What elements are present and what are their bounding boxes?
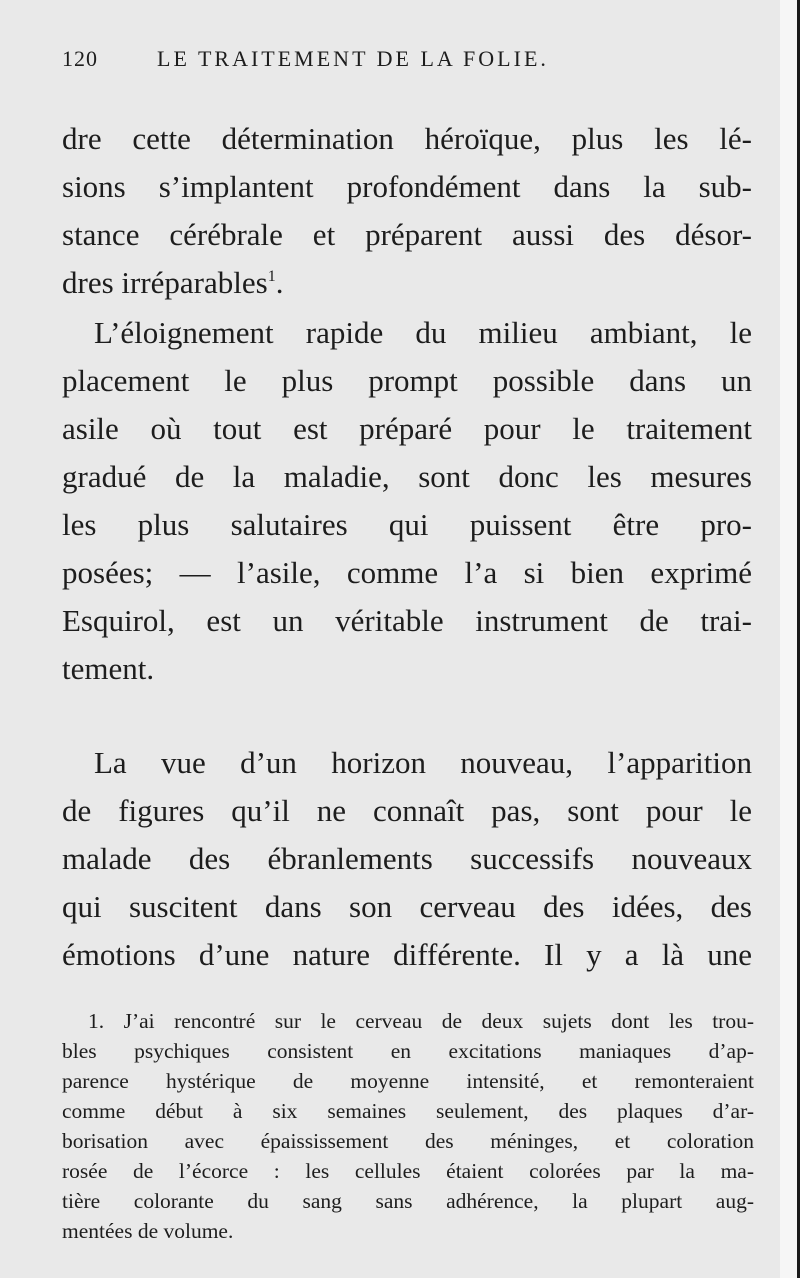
page-number: 120 <box>62 46 98 71</box>
footnote-reference: 1 <box>267 268 276 285</box>
footnote-line: parence hystérique de moyenne intensité, et remonteraient <box>62 1069 754 1093</box>
page-edge <box>780 0 800 1278</box>
text-line: La vue d’un horizon nouveau, l’apparition <box>94 745 752 780</box>
footnote-line: bles psychiques consistent en excitations maniaques d’ap- <box>62 1039 754 1063</box>
text-line: gradué de la maladie, sont donc les mesures <box>62 459 752 494</box>
text-line: malade des ébranlements successifs nouveaux <box>62 841 752 876</box>
text-line: placement le plus prompt possible dans un <box>62 363 752 398</box>
text-line: sions s’implantent profondément dans la sub- <box>62 169 752 204</box>
footnote-line: tière colorante du sang sans adhérence, la plupart aug- <box>62 1189 754 1213</box>
footnote-line: mentées de volume. <box>62 1219 234 1243</box>
text-line-content: dres irréparables <box>62 265 268 300</box>
sentence-end: . <box>275 265 284 300</box>
text-line: émotions d’une nature différente. Il y a là une <box>62 937 752 972</box>
text-line: les plus salutaires qui puissent être pro- <box>62 507 752 542</box>
footnote-line: comme début à six semaines seulement, des plaques d’ar- <box>62 1099 754 1123</box>
footnote-line: borisation avec épaississement des méninges, et coloration <box>62 1129 754 1153</box>
running-title: LE TRAITEMENT DE LA FOLIE. <box>157 46 549 71</box>
footnote-line: 1. J’ai rencontré sur le cerveau de deux sujets dont les trou- <box>88 1009 754 1033</box>
text-line: asile où tout est préparé pour le traitement <box>62 411 752 446</box>
text-line: dre cette détermination héroïque, plus les lé- <box>62 121 752 156</box>
text-line: Esquirol, est un véritable instrument de trai- <box>62 603 752 638</box>
text-line: de figures qu’il ne connaît pas, sont pour le <box>62 793 752 828</box>
text-line: posées; — l’asile, comme l’a si bien exprimé <box>62 555 752 590</box>
text-line: L’éloignement rapide du milieu ambiant, le <box>94 315 752 350</box>
footnote-line: rosée de l’écorce : les cellules étaient colorées par la ma- <box>62 1159 754 1183</box>
text-line: qui suscitent dans son cerveau des idées, des <box>62 889 752 924</box>
text-line: tement. <box>62 651 155 686</box>
page-header <box>62 46 549 72</box>
text-line: stance cérébrale et préparent aussi des désor- <box>62 217 752 252</box>
text-line <box>62 259 752 307</box>
